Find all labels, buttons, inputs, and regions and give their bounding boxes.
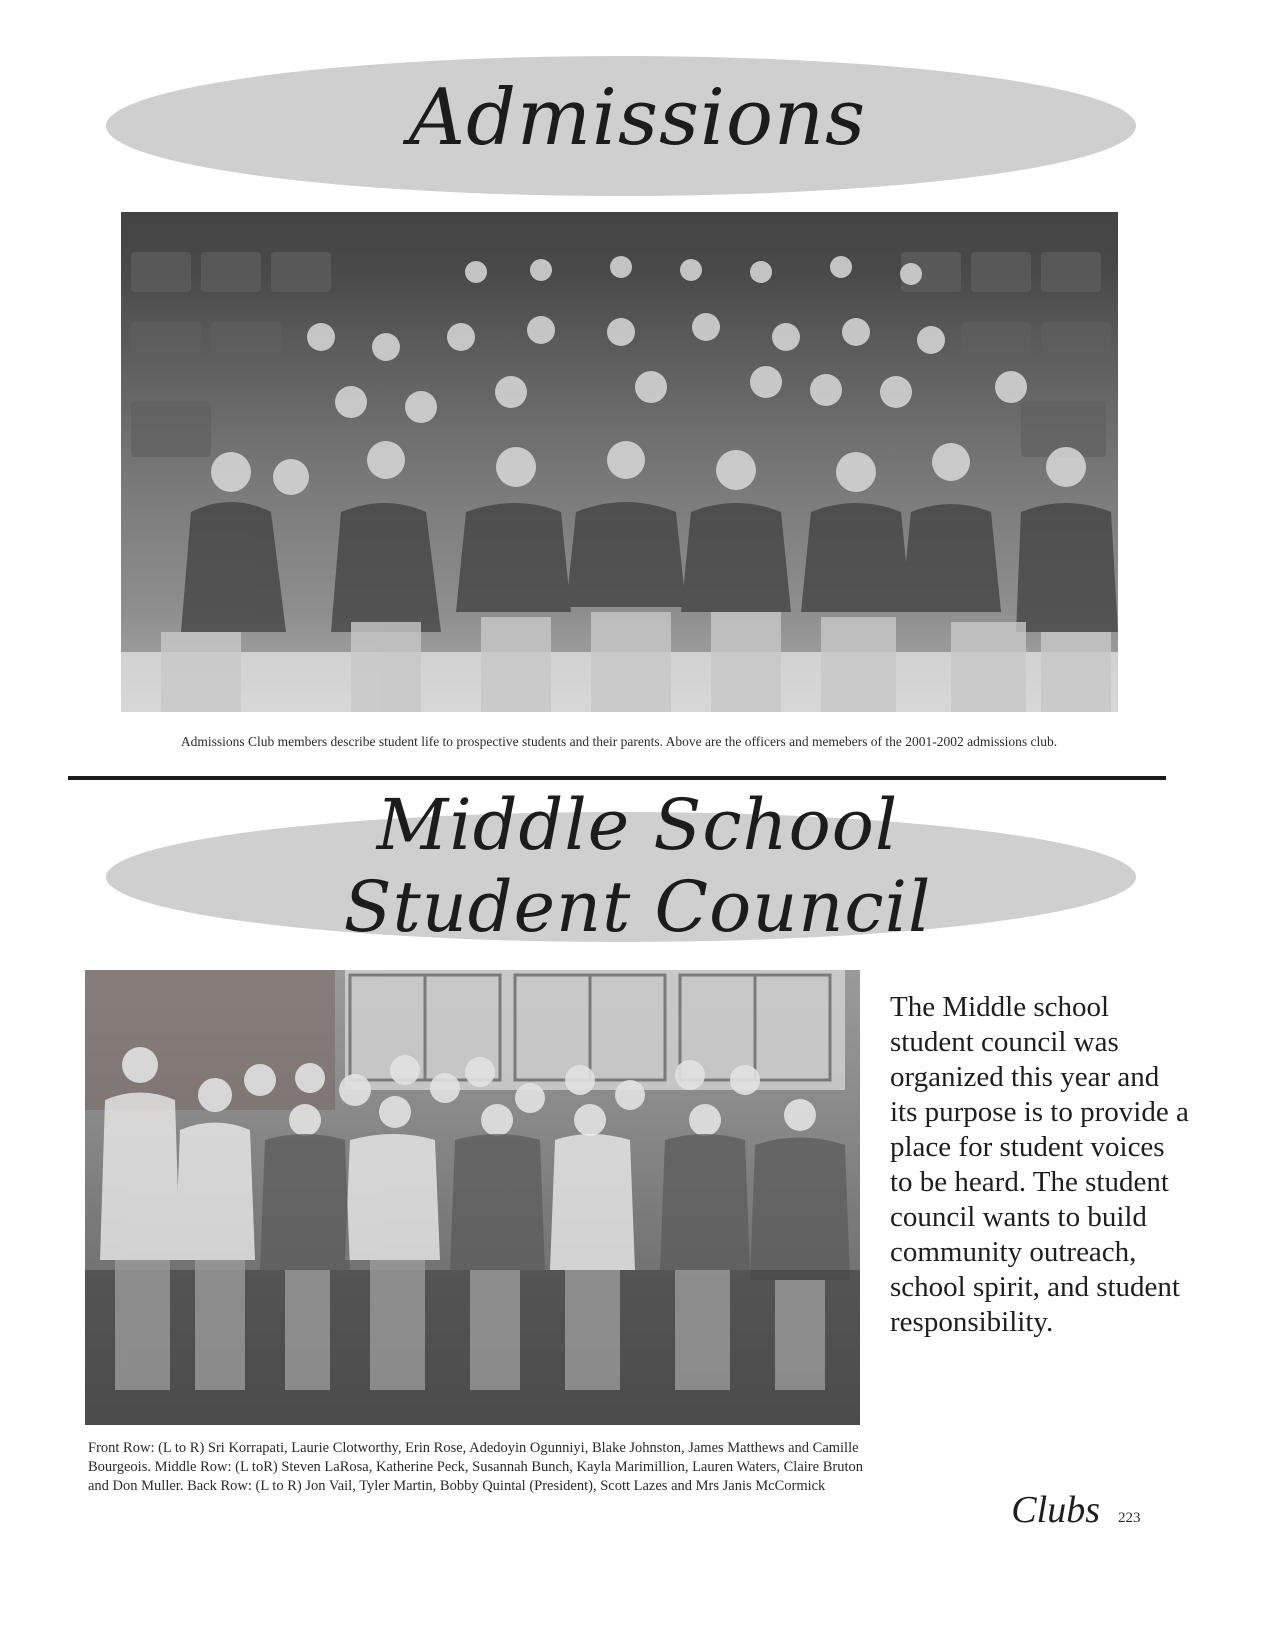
council-description: The Middle school student council was organized this year and its purpose is to provide a place for student voices to be heard. The student council wants to build community outreach, school spirit, and student responsibility. xyxy=(890,991,1189,1338)
admissions-title: Admissions xyxy=(408,73,867,163)
council-title-line1: Middle School xyxy=(376,784,899,866)
admissions-caption: Admissions Club members describe student life to prospective students and their parents. Above are the officers and memebers of the 2001-2002 admissions club. xyxy=(180,734,1058,749)
page-number: 223 xyxy=(1118,1510,1141,1526)
council-title-line2: Student Council xyxy=(343,866,932,948)
admissions-group-photo xyxy=(121,212,1118,712)
council-group-photo xyxy=(85,970,860,1425)
council-caption: Front Row: (L to R) Sri Korrapati, Laurie Clotworthy, Erin Rose, Adedoyin Ogunniyi, Blake Johnston, James Matthews and Camille Bourgeois. Middle Row: (L toR) Steven LaRosa, Katherine Peck, Susannah Bunch, Kayla Marimillion, Lauren Waters, Claire Bruton and Don Muller. Back Row: (L to R) Jon Vail, Tyler Martin, Bobby Quintal (President), Scott Lazes and Mrs Janis McCormick xyxy=(88,1440,863,1494)
section-label: Clubs xyxy=(1011,1489,1100,1531)
